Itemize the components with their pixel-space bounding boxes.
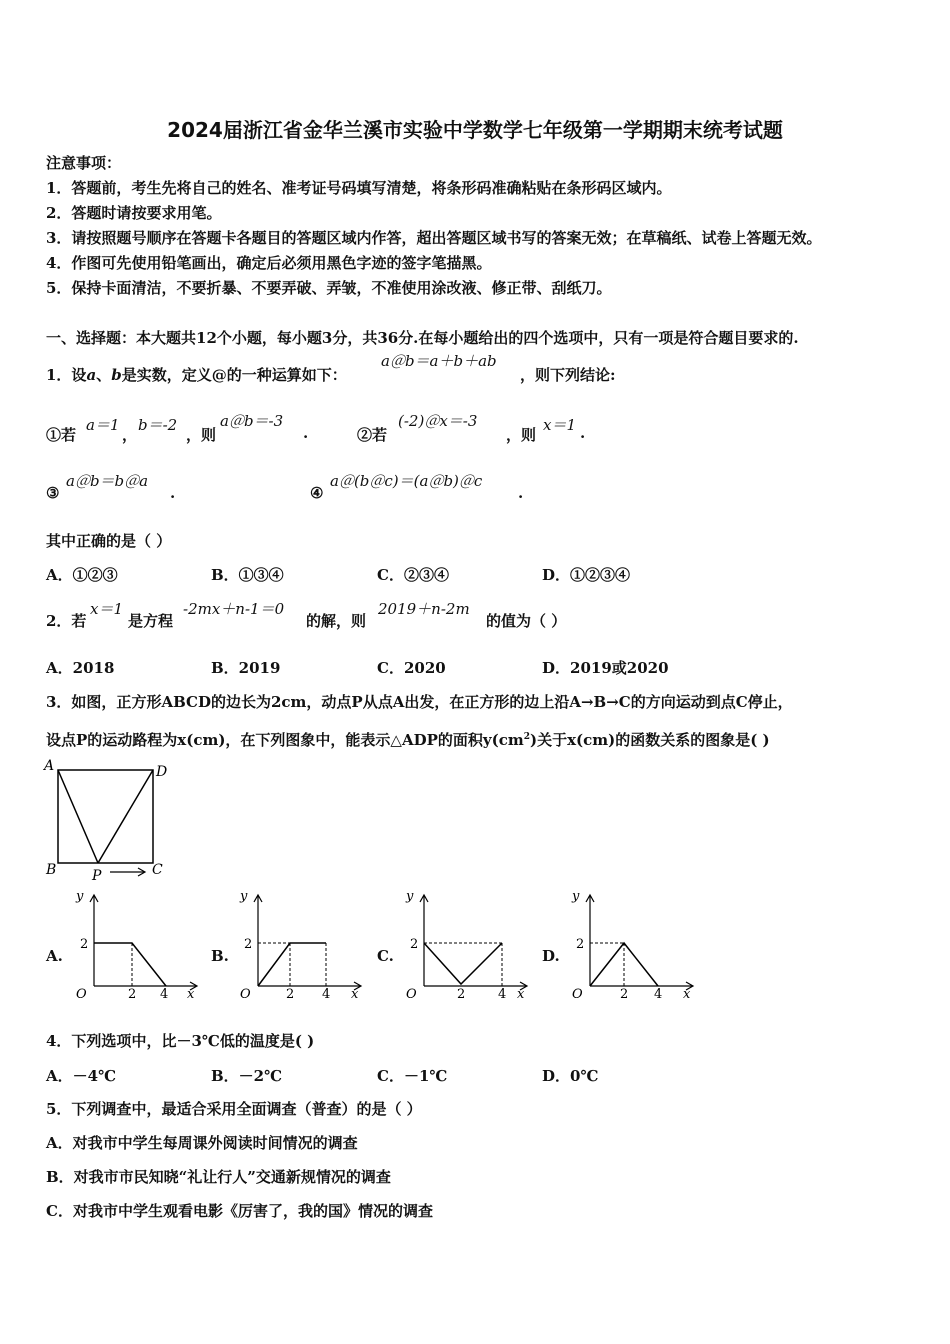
tick-y2: 2 [576,937,585,952]
notice-item: 3．请按照题号顺序在答题卡各题目的答题区域内作答，超出答题区域书写的答案无效；在草稿纸、试卷上答题无效。 [46,229,822,247]
q3-graph-b [230,886,370,1004]
q1-s4-end: . [518,484,524,502]
label-p: P [92,868,102,884]
q1-ask: 其中正确的是（ ） [46,532,172,550]
q3-graph-d [562,886,702,1004]
q1-s2-then: ，则 [506,426,537,444]
q3-graph-a [66,886,206,1004]
q1-s3-formula: a＠b＝b＠a [66,472,149,490]
q1-s1-comma: ， [122,426,138,444]
x-label: x [683,987,691,1002]
y-label: y [406,889,414,904]
tick-x2: 2 [457,987,466,1002]
q1-s4-formula: a＠(b＠c)＝(a＠b)＠c [330,472,483,490]
label-a: A [44,758,55,774]
q3-option-d-letter: D. [542,947,560,965]
notice-heading: 注意事项： [46,154,122,172]
notice-item: 1．答题前，考生先将自己的姓名、准考证号码填写清楚，将条形码准确粘贴在条形码区域内。 [46,179,672,197]
square-figure [40,756,180,884]
x-label: x [351,987,359,1002]
y-label: y [240,889,248,904]
q1-option-d: D．①②③④ [542,566,631,584]
section-heading: 一、选择题：本大题共12个小题，每小题3分，共36分.在每小题给出的四个选项中，只有一项是符合题目要求的. [46,329,799,347]
notice-item: 2．答题时请按要求用笔。 [46,204,222,222]
q1-statement-2: ②若 [357,426,388,444]
tick-x4: 4 [498,987,507,1002]
q2-formula: x＝1 [90,600,124,618]
q3-option-a-letter: A. [46,947,63,965]
q1-s3-end: . [170,484,176,502]
q2-option-c: C．2020 [377,659,446,677]
q4-option-d: D．0℃ [542,1067,599,1085]
tick-y2: 2 [80,937,89,952]
q4-option-c: C．－1℃ [377,1067,448,1085]
q3-graph-c [396,886,536,1004]
notice-item: 5．保持卡面清洁，不要折暴、不要弄破、弄皱，不准使用涂改液、修正带、刮纸刀。 [46,279,612,297]
q2-stem: 2．若 [46,612,87,630]
q5-option-c: C．对我市中学生观看电影《厉害了，我的国》情况的调查 [46,1202,433,1220]
q1-statement-4: ④ [310,484,324,502]
label-d: D [156,764,168,780]
q1-stem: 1．设a、b是实数，定义@的一种运算如下： [46,366,347,384]
notice-item: 4．作图可先使用铅笔画出，确定后必须用黑色字迹的签字笔描黑。 [46,254,492,272]
q4-option-a: A．－4℃ [46,1067,117,1085]
y-label: y [76,889,84,904]
q3-option-b-letter: B. [211,947,229,965]
q1-s2-formula: (-2)＠x＝-3 [398,412,478,430]
label-b: B [46,862,57,878]
tick-x2: 2 [286,987,295,1002]
q5-stem: 5．下列调查中，最适合采用全面调查（普查）的是（ ） [46,1100,422,1118]
q2-option-d: D．2019或2020 [542,659,669,677]
tick-x2: 2 [128,987,137,1002]
q1-s2-end: . [580,424,586,442]
origin-label: O [240,987,251,1002]
q1-option-c: C．②③④ [377,566,449,584]
q2-stem: 是方程 [128,612,174,630]
tick-x4: 4 [160,987,169,1002]
origin-label: O [406,987,417,1002]
q3-stem-line1: 3．如图，正方形ABCD的边长为2cm，动点P从点A出发，在正方形的边上沿A→B→C的方向运动到点C停止， [46,693,793,711]
q5-option-a: A．对我市中学生每周课外阅读时间情况的调查 [46,1134,358,1152]
q2-stem: 的值为（ ） [486,612,567,630]
q2-option-a: A．2018 [46,659,115,677]
q1-s1-formula: a＝1 [86,416,120,434]
tick-y2: 2 [410,937,419,952]
q1-s1-formula: a＠b＝-3 [220,412,284,430]
x-label: x [187,987,195,1002]
origin-label: O [572,987,583,1002]
q1-option-b: B．①③④ [211,566,284,584]
q1-s1-formula: b＝-2 [138,416,178,434]
label-c: C [152,862,163,878]
q1-statement-3: ③ [46,484,60,502]
q3-stem-line2: 设点P的运动路程为x(cm)，在下列图象中，能表示△ADP的面积$y(cm^2)$关于x(cm)的函数关系的图象是( ) [46,731,770,749]
q1-formula: a＠b＝a＋b＋ab [381,352,497,370]
q3-option-c-letter: C. [377,947,394,965]
q1-option-a: A．①②③ [46,566,118,584]
q4-stem: 4．下列选项中，比－3℃低的温度是( ) [46,1032,315,1050]
q2-stem: 的解，则 [306,612,367,630]
q2-formula: 2019＋n-2m [378,600,470,618]
tick-x4: 4 [654,987,663,1002]
page-title: 2024届浙江省金华兰溪市实验中学数学七年级第一学期期末统考试题 [167,118,783,142]
q4-option-b: B．－2℃ [211,1067,283,1085]
q1-statement-1: ①若 [46,426,77,444]
origin-label: O [76,987,87,1002]
tick-y2: 2 [244,937,253,952]
q2-formula: -2mx＋n-1＝0 [183,600,285,618]
x-label: x [517,987,525,1002]
q2-option-b: B．2019 [211,659,281,677]
q1-s2-formula: x＝1 [543,416,577,434]
y-label: y [572,889,580,904]
q5-option-b: B．对我市市民知晓“礼让行人”交通新规情况的调查 [46,1168,391,1186]
q1-s1-then: ，则 [186,426,217,444]
q1-s1-end: . [303,424,309,442]
tick-x4: 4 [322,987,331,1002]
tick-x2: 2 [620,987,629,1002]
q1-stem-end: ，则下列结论: [520,366,616,384]
